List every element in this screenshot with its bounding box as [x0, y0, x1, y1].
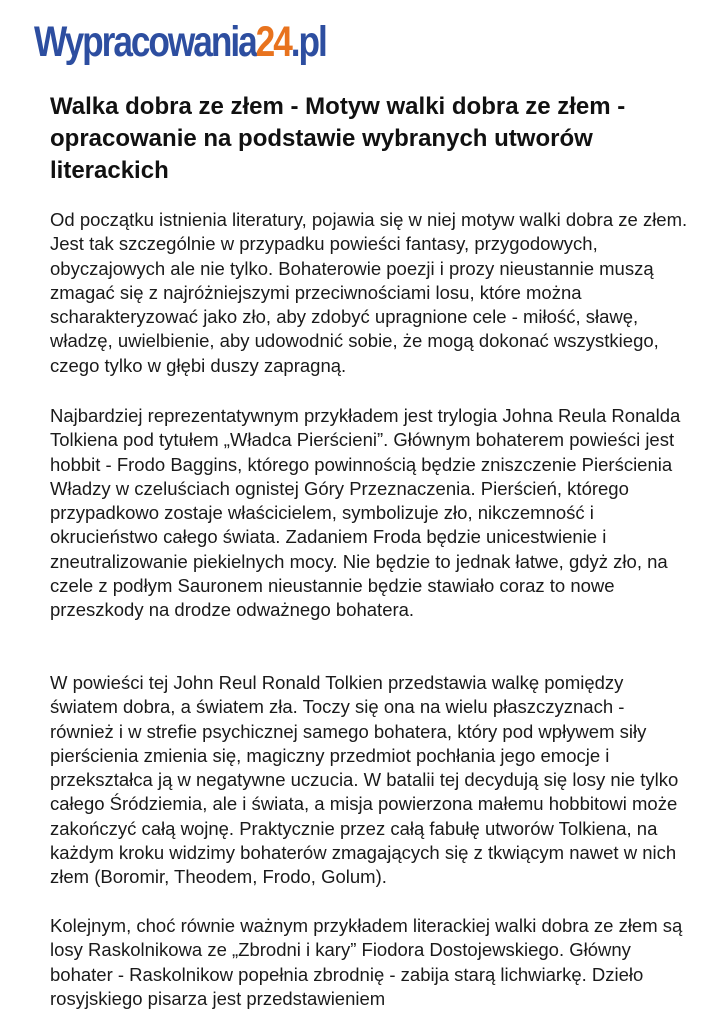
document-title: Walka dobra ze złem - Motyw walki dobra ze złem - opracowanie na podstawie wybranych utworów literackich — [50, 93, 626, 184]
paragraph-dostoevsky: Kolejnym, choć równie ważnym przykładem literackiej walki dobra ze złem są losy Raskolnikowa ze „Zbrodni i kary” Fiodora Dostojewskiego. Główny bohater - Raskolnikow popełnia zbrodnię - zabija starą lichwiarkę. Dzieło rosyjskiego pisarza jest przedstawieniem — [50, 915, 683, 1009]
logo-tld: .pl — [290, 18, 326, 66]
site-logo[interactable] — [34, 18, 326, 74]
paragraph-intro: Od początku istnienia literatury, pojawia się w niej motyw walki dobra ze złem. Jest tak szczególnie w przypadku powieści fantasy, przygodowych, obyczajowych ale nie tylko. Bohaterowie poezji i prozy nieustannie muszą zmagać się z najróżniejszymi przeciwnościami losu, które można scharakteryzować jako zło, aby zdobyć upragnione cele - miłość, sławę, władzę, uwielbienie, aby udowodnić sobie, że mogą dokonać wszystkiego, czego tylko w głębi duszy zapragną. — [50, 209, 688, 376]
paragraph-tolkien-trilogy: Najbardziej reprezentatywnym przykładem jest trylogia Johna Reula Ronalda Tolkiena pod tytułem „Władca Pierścieni”. Głównym bohaterem powieści jest hobbit - Frodo Baggins, którego powinnością będzie zniszczenie Pierścienia Władzy w czeluściach ognistej Góry Przeznaczenia. Pierścień, którego przypadkowo zostaje właścicielem, symbolizuje zło, nikczemność i okrucieństwo całego świata. Zadaniem Froda będzie unicestwienie i zneutralizowanie piekielnych mocy. Nie będzie to jednak łatwe, gdyż zło, na czele z podłym Sauronem nieustannie będzie stawiało coraz to nowe przeszkody na drodze odważnego bohatera. — [50, 405, 681, 621]
logo-number: 24 — [255, 18, 291, 66]
paragraph-tolkien-battle: W powieści tej John Reul Ronald Tolkien przedstawia walkę pomiędzy światem dobra, a światem zła. Toczy się ona na wielu płaszczyznach - również i w strefie psychicznej samego bohatera, który pod wpływem siły pierścienia zmienia się, magiczny przedmiot pochłania jego emocje i przekształca ją w negatywne uczucia. W batalii tej decydują się losy nie tylko całego Śródziemia, ale i świata, a misja powierzona małemu hobbitowi może zakończyć całą wojnę. Praktycznie przez całą fabułę utworów Tolkiena, na każdym kroku widzimy bohaterów zmagających się z tkwiącym nawet w nich złem (Boromir, Theodem, Frodo, Golum). — [50, 672, 679, 888]
logo-word: Wypracowania — [34, 18, 256, 66]
